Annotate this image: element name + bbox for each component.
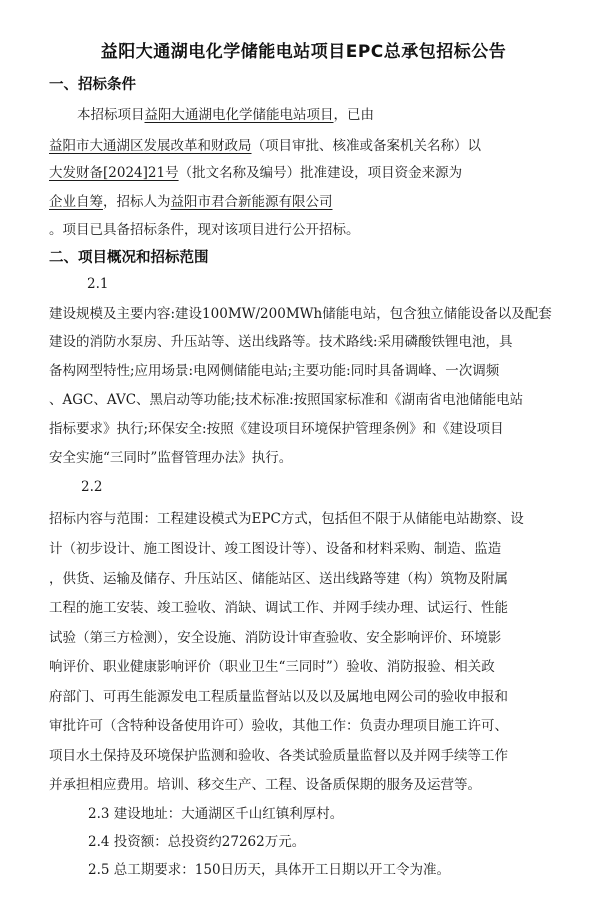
item-2-3-address: 2.3 建设地址：大通湖区千山红镇利厚村。	[88, 806, 344, 822]
s1-text: ，已由	[333, 107, 374, 123]
p21-line: 建设的消防水泵房、升压站等、送出线路等。技术路线:采用磷酸铁锂电池，具	[49, 334, 513, 350]
p22-line: 项目水土保持及环境保护监测和验收、各类试验质量监督以及并网手续等工作	[49, 748, 508, 764]
project-name: 益阳大通湖电化学储能电站项目	[144, 107, 334, 123]
s1-text: 本招标项目	[77, 107, 145, 123]
approval-number: 大发财备[2024]21号	[49, 165, 179, 181]
p21-line: 建设规模及主要内容:建设100MW/200MWh储能电站，包含独立储能设备以及配套	[49, 306, 552, 322]
s1-line-3	[49, 161, 462, 181]
funding-source: 企业自筹	[49, 194, 103, 210]
p22-line: 计（初步设计、施工图设计、竣工图设计等）、设备和材料采购、制造、监造	[49, 541, 502, 557]
p22-line: 工程的施工安装、竣工验收、消缺、调试工作、并网手续办理、试运行、性能	[49, 600, 508, 616]
item-2-1-number: 2.1	[87, 276, 109, 292]
p21-line: 指标要求》执行;环保安全:按照《建设项目环境保护管理条例》和《建设项目	[49, 421, 504, 437]
section-1-heading: 一、招标条件	[49, 77, 136, 93]
s1-line-2	[49, 134, 481, 154]
p21-line: 安全实施“三同时”监督管理办法》执行。	[49, 450, 293, 466]
p22-line: 招标内容与范围：工程建设模式为EPC方式，包括但不限于从储能电站勘察、设	[49, 511, 524, 527]
page-title: 益阳大通湖电化学储能电站项目EPC总承包招标公告	[100, 42, 507, 62]
item-2-2-number: 2.2	[81, 479, 103, 495]
p22-line: ，供货、运输及储存、升压站区、储能站区、送出线路等建（构）筑物及附属	[49, 571, 508, 587]
section-2-heading: 二、项目概况和招标范围	[49, 250, 209, 266]
p21-line: 、AGC、AVC、黑启动等功能;技术标准:按照国家标准和《湖南省电池储能电站	[49, 392, 524, 408]
item-2-5-duration: 2.5 总工期要求：150日历天，具体开工日期以开工令为准。	[88, 862, 451, 878]
item-2-4-investment: 2.4 投资额：总投资约27262万元。	[88, 834, 306, 850]
p22-line: 并承担相应费用。培训、移交生产、工程、设备质保期的服务及运营等。	[49, 777, 481, 793]
p21-line: 备构网型特性;应用场景:电网侧储能电站;主要功能:同时具备调峰、一次调频	[49, 363, 500, 379]
s1-line-4	[49, 190, 333, 210]
s1-line-1	[77, 103, 374, 123]
p22-line: 审批许可（含特种设备使用许可）验收，其他工作：负责办理项目施工许可、	[49, 718, 508, 734]
p22-line: 响评价、职业健康影响评价（职业卫生“三同时”）验收、消防报验、相关政	[49, 659, 495, 675]
p22-line: 府部门、可再生能源发电工程质量监督站以及以及属地电网公司的验收申报和	[49, 689, 508, 705]
p22-line: 试验（第三方检测），安全设施、消防设计审查验收、安全影响评价、环境影	[49, 630, 502, 646]
tenderer-name: 益阳市君合新能源有限公司	[170, 194, 333, 210]
s1-text: （项目审批、核准或备案机关名称）以	[251, 138, 481, 154]
s1-text: ，招标人为	[103, 194, 171, 210]
s1-line-5: 。项目已具备招标条件，现对该项目进行公开招标。	[49, 222, 360, 238]
approval-authority: 益阳市大通湖区发展改革和财政局	[49, 138, 252, 154]
s1-text: （批文名称及编号）批准建设，项目资金来源为	[178, 165, 463, 181]
